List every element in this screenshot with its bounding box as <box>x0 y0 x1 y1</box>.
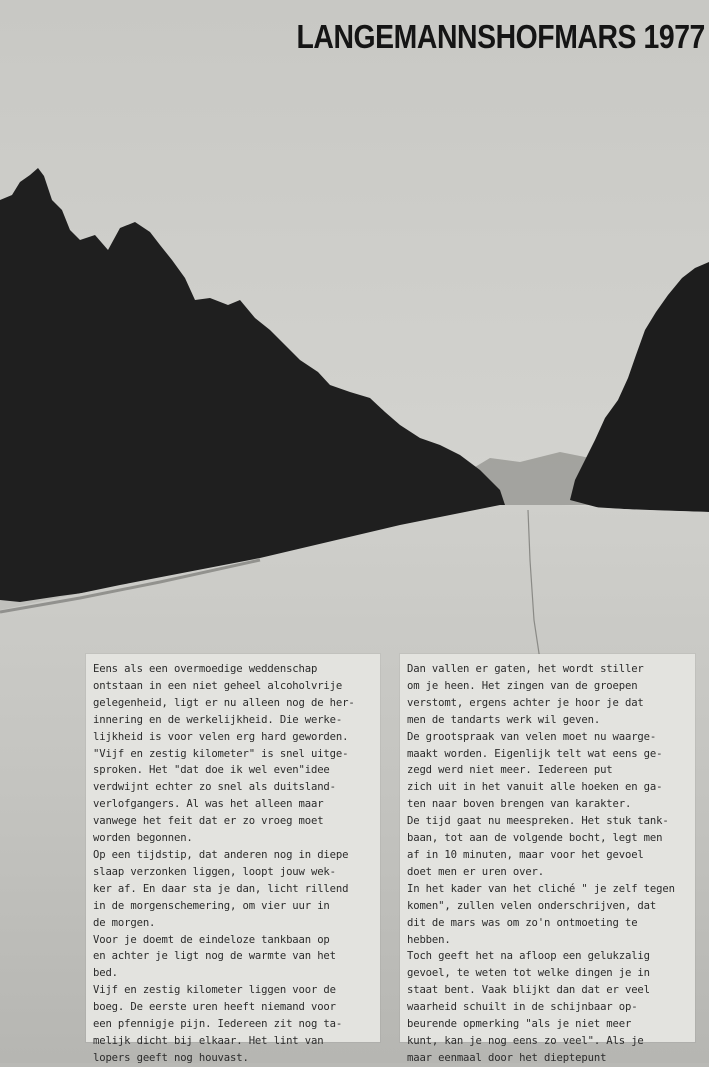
text-column-right <box>400 654 695 1064</box>
page-title: LANGEMANNSHOFMARS 1977 <box>296 18 705 55</box>
text-column-left <box>86 654 380 1064</box>
paragraph: Toch geeft het na afloop een gelukzalig gevoel, te weten tot welke dingen je in staat bent. Vaak blijkt dan dat er veel waarheid schuilt in de schijnbaar op- beurende opmerking "als je niet meer kunt, kan je nog eens zo veel". Als je maar eenmaal door het dieptepunt <box>407 950 650 1064</box>
paragraph: Voor je doemt de eindeloze tankbaan op en achter je ligt nog de warmte van het bed. <box>93 933 336 980</box>
paragraph: De grootspraak van velen moet nu waarge- maakt worden. Eigenlijk telt wat eens ge- zegd werd niet meer. Iedereen put zich uit in het vanuit alle hoeken en ga- ten naar boven brengen van karakter. <box>407 730 663 811</box>
paragraph: Dan vallen er gaten, het wordt stiller om je heen. Het zingen van de groepen verstomt, ergens achter je hoor je dat men de tandarts werk wil geven. <box>407 663 644 726</box>
paragraph: Eens als een overmoedige weddenschap ontstaan in een niet geheel alcoholvrije gelegenheid, ligt er nu alleen nog de her- innering en de werkelijkheid. Die werke- lijkheid is voor velen erg hard geworden. "Vijf en zestig kilometer" is snel uitge- sproken. Het "dat doe ik wel even"idee verdwijnt echter zo snel als duitsland- verlofgangers. Al was het alleen maar vanwege het feit dat er zo vroeg moet worden begonnen. <box>93 663 355 845</box>
paragraph: Vijf en zestig kilometer liggen voor de boeg. De eerste uren heeft niemand voor een pfennigje pijn. Iedereen zit nog ta- melijk dicht bij elkaar. Het lint van lopers geeft nog houvast. <box>93 984 343 1064</box>
paragraph: De tijd gaat nu meespreken. Het stuk tank- baan, tot aan de volgende bocht, legt men af in 10 minuten, maar voor het gevoel doet men er uren over. <box>407 815 669 878</box>
paragraph: Op een tijdstip, dat anderen nog in diepe slaap verzonken liggen, loopt jouw wek- ker af. En daar sta je dan, licht rillend in de morgenschemering, om vier uur in de morgen. <box>93 848 349 929</box>
paragraph: In het kader van het cliché " je zelf tegen komen", zullen velen onderschrijven, dat dit de mars was om zo'n ontmoeting te hebben. <box>407 882 675 946</box>
